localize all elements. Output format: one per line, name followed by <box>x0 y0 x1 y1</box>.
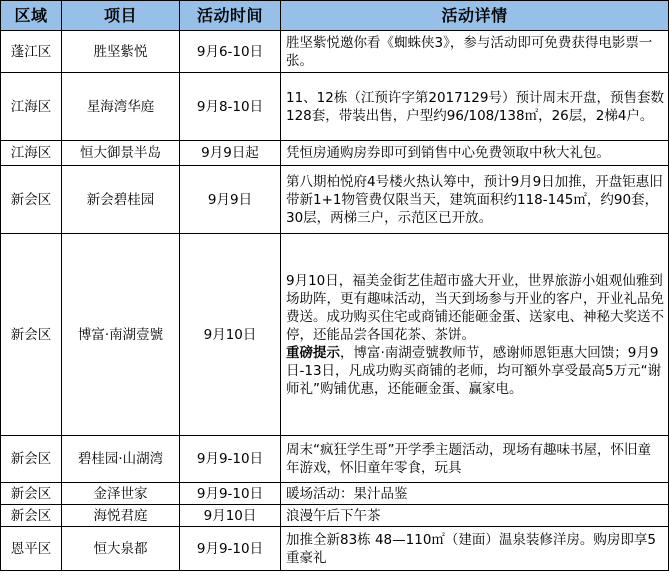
cell-district: 新会区 <box>1 505 62 527</box>
cell-detail: 第八期柏悦府4号楼火热认筹中，预计9月9日加推，开盘钜惠旧带新1+1物管费仅限当天，建筑面积约118-145㎡，约90套，30层，两梯三户，示范区已开放。 <box>281 166 669 234</box>
cell-time: 9月9-10日 <box>180 483 281 505</box>
table-row <box>1 73 669 141</box>
cell-project: 胜坚紫悦 <box>62 31 180 73</box>
header-project: 项目 <box>62 1 180 31</box>
table-row <box>1 527 669 571</box>
cell-detail: 浪漫午后下午茶 <box>281 505 669 527</box>
cell-time: 9月9-10日 <box>180 527 281 571</box>
header-time: 活动时间 <box>180 1 281 31</box>
table-row <box>1 505 669 527</box>
table-row <box>1 166 669 234</box>
detail-notice <box>286 344 664 398</box>
cell-time: 9月9-10日 <box>180 436 281 483</box>
cell-project: 碧桂园·山湖湾 <box>62 436 180 483</box>
cell-time: 9月8-10日 <box>180 73 281 141</box>
cell-detail: 凭恒房通购房券即可到销售中心免费领取中秋大礼包。 <box>281 141 669 166</box>
header-district: 区域 <box>1 1 62 31</box>
cell-district: 江海区 <box>1 141 62 166</box>
table-header <box>1 1 669 31</box>
cell-time: 9月9日起 <box>180 141 281 166</box>
cell-detail: 周末“疯狂学生哥”开学季主题活动，现场有趣味书屋，怀旧童年游戏，怀旧童年零食，玩具 <box>281 436 669 483</box>
table-body <box>1 31 669 571</box>
table-row <box>1 234 669 436</box>
cell-detail: 胜坚紫悦邀你看《蜘蛛侠3》，参与活动即可免费获得电影票一张。 <box>281 31 669 73</box>
cell-detail: 11、12栋（江预许字第2017129号）预计周末开盘，预售套数128套，带装出售，户型约96/108/138㎡，26层，2梯4户。 <box>281 73 669 141</box>
cell-project: 恒大御景半岛 <box>62 141 180 166</box>
notice-text: ，博富·南湖壹號教师节，感谢师恩钜惠大回馈；9月9日-13日，凡成功购买商铺的老师，均可額外享受最高5万元“谢师礼”购铺优惠，还能砸金蛋、赢家电。 <box>286 344 662 397</box>
cell-project: 金泽世家 <box>62 483 180 505</box>
notice-label: 重磅提示 <box>286 344 340 361</box>
cell-district: 蓬江区 <box>1 31 62 73</box>
cell-time: 9月10日 <box>180 505 281 527</box>
detail-main-text: 9月10日，福美金街艺佳超市盛大开业，世界旅游小姐观仙雅到场助阵，更有趣味活动，当天到场参与开业的客户，开业礼品免费送。成功购买住宅或商铺还能砸金蛋、送家电、神秘大奖送不停，还能品尝各国花茶、茶饼。 <box>286 272 664 343</box>
cell-district: 新会区 <box>1 166 62 234</box>
cell-project: 博富·南湖壹號 <box>62 234 180 436</box>
header-detail: 活动详情 <box>281 1 669 31</box>
cell-project: 新会碧桂园 <box>62 166 180 234</box>
cell-district: 新会区 <box>1 234 62 436</box>
header-row <box>1 1 669 31</box>
cell-project: 星海湾华庭 <box>62 73 180 141</box>
table-row <box>1 31 669 73</box>
cell-district: 新会区 <box>1 483 62 505</box>
cell-time: 9月10日 <box>180 234 281 436</box>
table-row <box>1 483 669 505</box>
cell-detail: 暖场活动：果汁品鉴 <box>281 483 669 505</box>
cell-district: 江海区 <box>1 73 62 141</box>
cell-detail <box>281 234 669 436</box>
cell-project: 恒大泉都 <box>62 527 180 571</box>
cell-district: 恩平区 <box>1 527 62 571</box>
cell-district: 新会区 <box>1 436 62 483</box>
cell-project: 海悦君庭 <box>62 505 180 527</box>
cell-detail: 加推全新83栋 48—110㎡（建面）温泉装修洋房。购房即享5重豪礼 <box>281 527 669 571</box>
table-row <box>1 141 669 166</box>
table-row <box>1 436 669 483</box>
cell-time: 9月9日 <box>180 166 281 234</box>
cell-time: 9月6-10日 <box>180 31 281 73</box>
